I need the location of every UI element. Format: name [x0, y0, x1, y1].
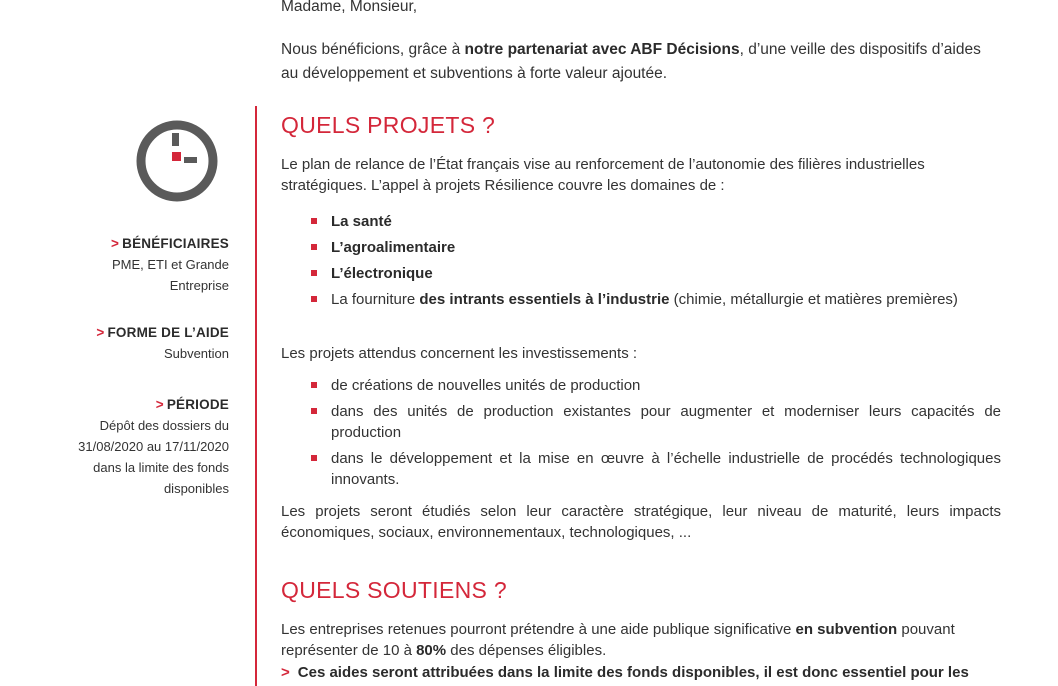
- sidebar-periode: [29, 394, 229, 499]
- list-item: dans des unités de production existantes pour augmenter et moderniser leurs capacités de production: [281, 401, 1001, 443]
- periode-line2: 31/08/2020 au 17/11/2020: [78, 439, 229, 454]
- list-item: de créations de nouvelles unités de production: [281, 375, 1001, 396]
- forme-title: > FORME DE L’AIDE: [96, 325, 229, 340]
- heading-soutiens: QUELS SOUTIENS ?: [281, 577, 507, 603]
- invest-list: [281, 375, 1001, 490]
- beneficiaires-value-line1: PME, ETI et Grande: [111, 257, 229, 272]
- list-item: La santé: [281, 211, 1001, 232]
- invest-intro: Les projets attendus concernent les investissements :: [281, 345, 638, 362]
- periode-line4: disponibles: [163, 481, 229, 496]
- list-item: L’électronique: [281, 263, 1001, 284]
- heading-projets: QUELS PROJETS ?: [281, 112, 496, 138]
- domains-list: [281, 211, 1001, 310]
- periode-title: > PÉRIODE: [155, 397, 229, 412]
- list-item: dans le développement et la mise en œuvre à l’échelle industrielle de procédés technologiques innovants.: [281, 448, 1001, 490]
- periode-line3: dans la limite des fonds: [93, 460, 229, 475]
- beneficiaires-title: > BÉNÉFICIAIRES: [111, 236, 229, 251]
- clock-icon: [134, 118, 220, 204]
- periode-line1: Dépôt des dossiers du: [99, 418, 229, 433]
- projets-paragraph: Le plan de relance de l’État français vise au renforcement de l’autonomie des filières industrielles stratégiques. L’appel à projets Résilience couvre les domaines de :: [281, 156, 925, 194]
- list-item: L’agroalimentaire: [281, 237, 1001, 258]
- partnership-bold: notre partenariat avec ABF Décisions: [464, 41, 740, 58]
- criteria-paragraph: Les projets seront étudiés selon leur caractère stratégique, leur niveau de maturité, leurs impacts économiques, sociaux, environnementaux, technologiques, ...: [281, 503, 1001, 541]
- soutiens-paragraph: Les entreprises retenues pourront prétendre à une aide publique significative en subvention pouvant représenter de 10 à 80% des dépenses éligibles.: [281, 621, 955, 659]
- sidebar-beneficiaires: [29, 233, 229, 296]
- forme-value: Subvention: [163, 346, 229, 361]
- greeting: Madame, Monsieur,: [281, 0, 418, 15]
- beneficiaires-value-line2: Entreprise: [169, 278, 229, 293]
- soutiens-cut-line: > Ces aides seront attribuées dans la limite des fonds disponibles, il est donc essentiel pour les: [281, 664, 969, 681]
- vertical-divider: [255, 106, 257, 686]
- sidebar-forme: [29, 322, 229, 364]
- list-item: La fourniture des intrants essentiels à l’industrie (chimie, métallurgie et matières premières): [281, 289, 1001, 310]
- intro-paragraph: Nous bénéficions, grâce à notre partenariat avec ABF Décisions, d’une veille des dispositifs d’aides au développement et subventions à forte valeur ajoutée.: [281, 41, 981, 82]
